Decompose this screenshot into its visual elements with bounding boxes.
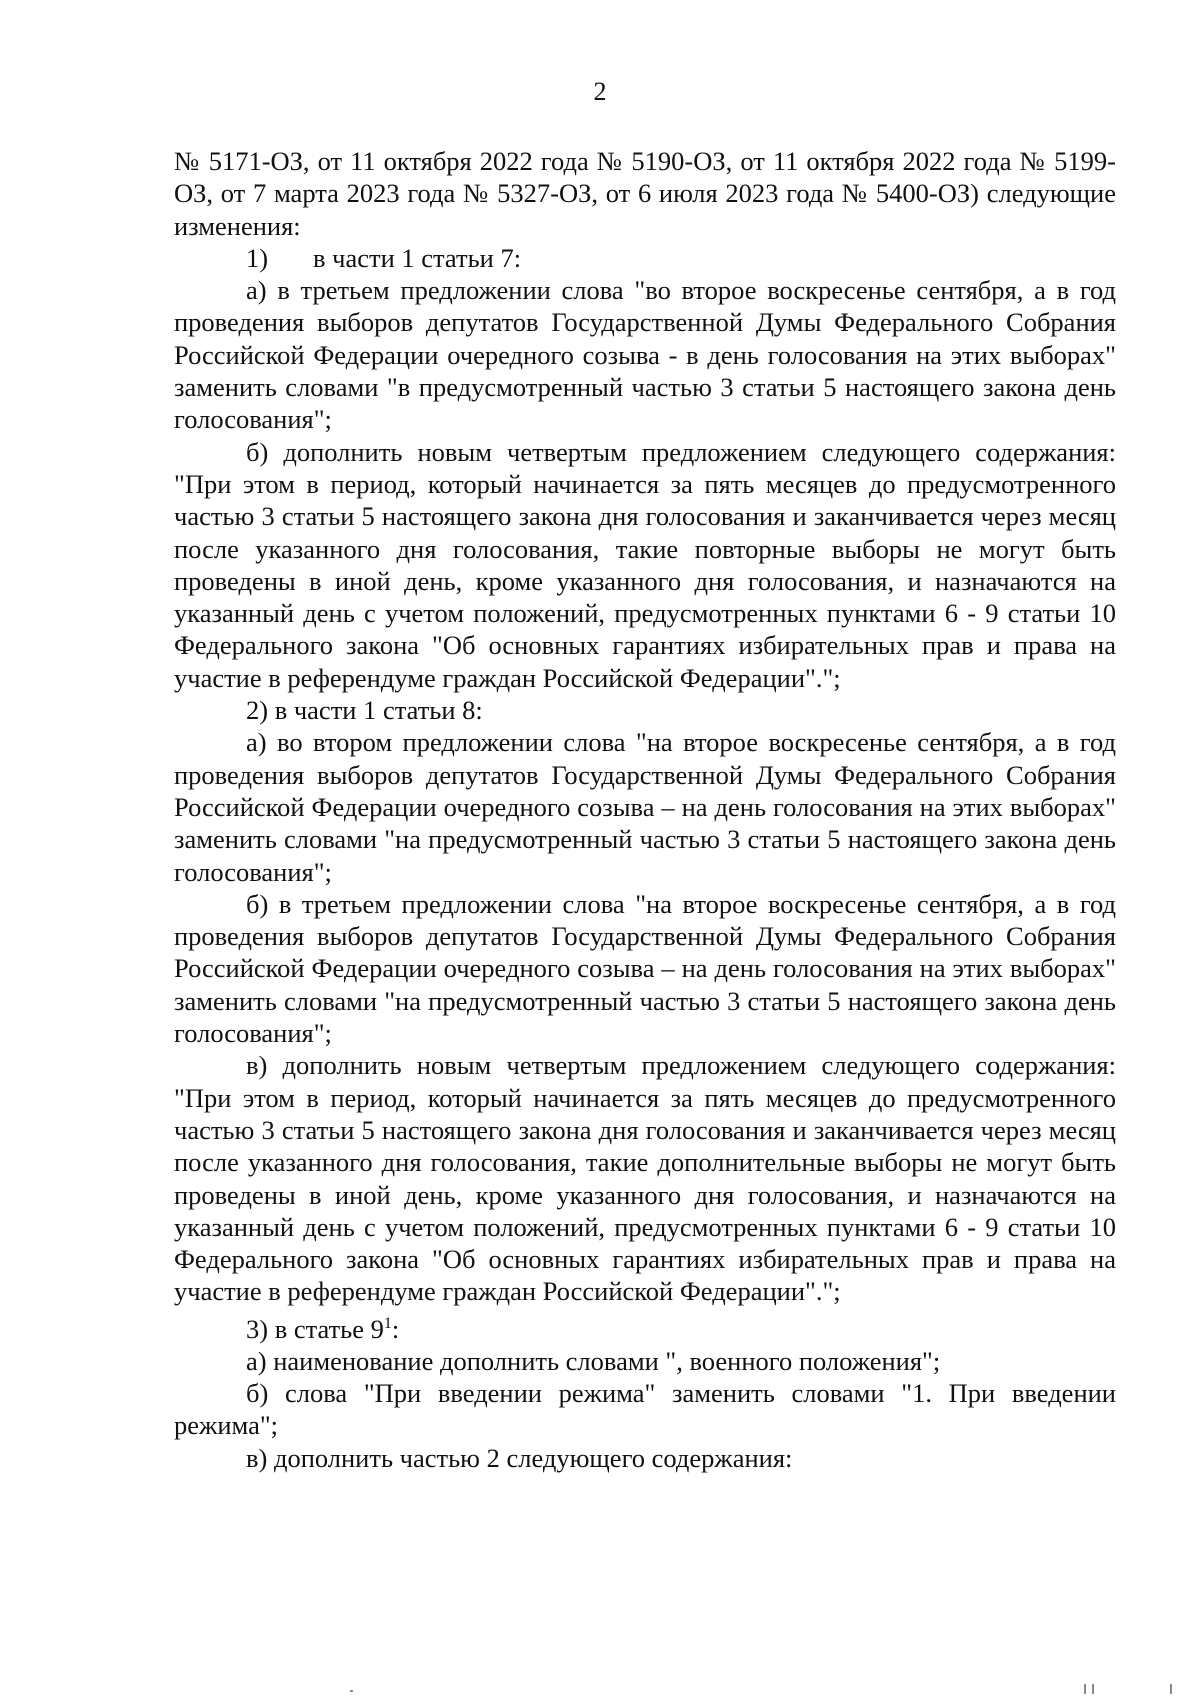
- page-number: 2: [593, 77, 607, 106]
- superscript: 1: [383, 1314, 392, 1332]
- scan-artifact: [1084, 1684, 1086, 1694]
- paragraph-item-3: [174, 1308, 1116, 1345]
- paragraph-1a: а) в третьем предложении слова "во второе воскресенье сентября, а в год проведения выборов депутатов Государственной Думы Федерального Собрания Российской Федерации очередного созыва - в день голосования на этих выборах" заменить словами "в предусмотренный частью 3 статьи 5 настоящего закона день голосования";: [174, 275, 1116, 435]
- paragraph-item-2: 2) в части 1 статьи 8:: [246, 695, 483, 726]
- scan-artifact: [350, 1690, 353, 1692]
- item-number: 1): [246, 242, 269, 273]
- paragraph-3a: а) наименование дополнить словами ", военного положения";: [246, 1345, 941, 1376]
- scan-artifact: [1170, 1684, 1172, 1694]
- paragraph-intro: № 5171-ОЗ, от 11 октября 2022 года № 5190-ОЗ, от 11 октября 2022 года № 5199-ОЗ, от 7 марта 2023 года № 5327-ОЗ, от 6 июля 2023 года № 5400-ОЗ) следующие изменения:: [174, 146, 1116, 241]
- paragraph-2b: б) в третьем предложении слова "на второе воскресенье сентября, а в год проведения выборов депутатов Государственной Думы Федерального Собрания Российской Федерации очередного созыва – на день голосования на этих выборах" заменить словами "на предусмотренный частью 3 статьи 5 настоящего закона день голосования";: [174, 888, 1116, 1049]
- paragraph-item-1: [174, 242, 1116, 274]
- paragraph-1b: б) дополнить новым четвертым предложением следующего содержания: "При этом в период, который начинается за пять месяцев до предусмотренного частью 3 статьи 5 настоящего закона дня голосования и заканчивается через месяц после указанного дня голосования, такие повторные выборы не могут быть проведены в иной день, кроме указанного дня голосования, и назначаются на указанный день с учетом положений, предусмотренных пунктами 6 - 9 статьи 10 Федерального закона "Об основных гарантиях избирательных прав и права на участие в референдуме граждан Российской Федерации".";: [174, 436, 1116, 693]
- paragraph-2c: в) дополнить новым четвертым предложением следующего содержания: "При этом в период, который начинается за пять месяцев до предусмотренного частью 3 статьи 5 настоящего закона дня голосования и заканчивается через месяц после указанного дня голосования, такие дополнительные выборы не могут быть проведены в иной день, кроме указанного дня голосования, и назначаются на указанный день с учетом положений, предусмотренных пунктами 6 - 9 статьи 10 Федерального закона "Об основных гарантиях избирательных прав и права на участие в референдуме граждан Российской Федерации".";: [174, 1050, 1116, 1307]
- item-3-text: 3) в статье 9: [246, 1313, 384, 1344]
- scan-artifact: [1092, 1684, 1094, 1694]
- paragraph-3b: б) слова "При введении режима" заменить словами "1. При введении режима";: [174, 1378, 1116, 1441]
- item-3-colon: :: [391, 1313, 400, 1344]
- item-text: в части 1 статьи 7:: [313, 242, 522, 273]
- paragraph-2a: а) во втором предложении слова "на второе воскресенье сентября, а в год проведения выборов депутатов Государственной Думы Федерального Собрания Российской Федерации очередного созыва – на день голосования на этих выборах" заменить словами "на предусмотренный частью 3 статьи 5 настоящего закона день голосования";: [174, 727, 1116, 887]
- document-body: [174, 145, 1116, 1474]
- paragraph-3c: в) дополнить частью 2 следующего содержания:: [246, 1442, 793, 1473]
